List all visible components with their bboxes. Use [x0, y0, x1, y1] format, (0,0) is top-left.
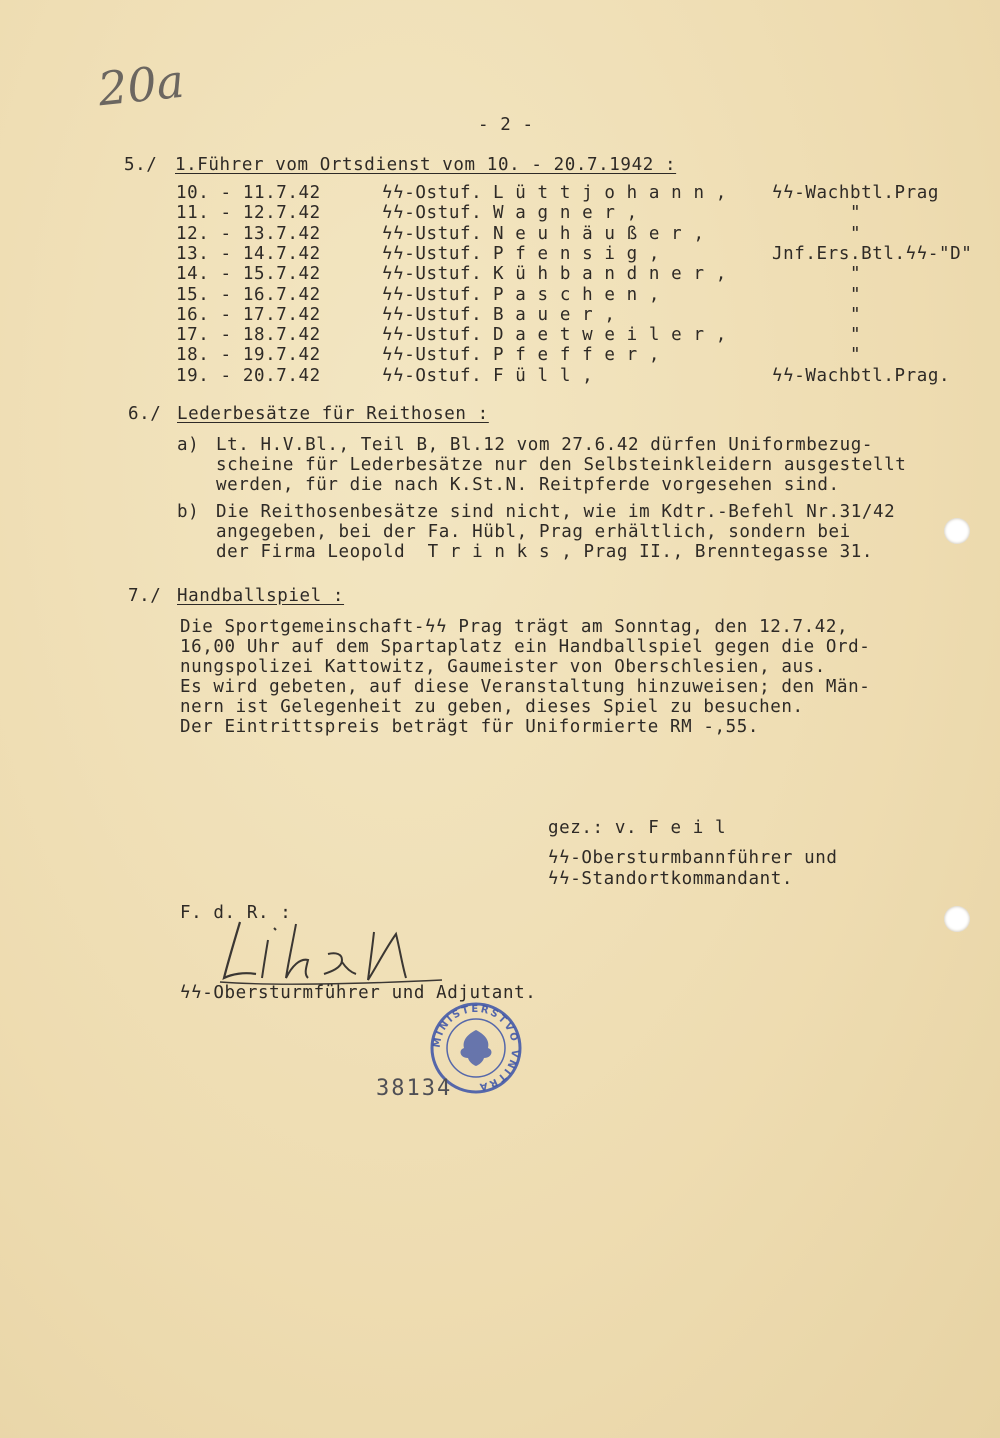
section6-heading: Lederbesätze für Reithosen : [177, 404, 489, 424]
archive-mark: 20a [95, 53, 187, 117]
roster-unit: " [850, 304, 862, 325]
section5-heading: 1.Führer vom Ortsdienst vom 10. - 20.7.1942 : [175, 155, 677, 175]
roster-rank: ϟϟ-Ustuf. [382, 345, 483, 366]
section7-heading: Handballspiel : [177, 586, 345, 606]
roster-name: P a s c h e n , [493, 284, 661, 305]
roster-name: P f e f f e r , [493, 345, 661, 366]
roster-unit: ϟϟ-Wachbtl.Prag [772, 183, 940, 203]
roster-unit: " [850, 203, 862, 224]
roster-rank: ϟϟ-Ustuf. [382, 264, 483, 285]
roster-unit: " [850, 223, 862, 244]
roster-date: 10. - 11.7.42 [176, 183, 321, 203]
roster-date: 17. - 18.7.42 [176, 325, 321, 346]
section6-b-line-1: Die Reithosenbesätze sind nicht, wie im Kdtr.-Befehl Nr.31/42 [216, 502, 896, 522]
roster-unit: " [850, 345, 862, 366]
roster-name: L ü t t j o h a n n , [493, 183, 727, 203]
roster-unit: " [850, 284, 862, 305]
page-number: - 2 - [478, 115, 534, 135]
roster-unit: ϟϟ-Wachbtl.Prag. [772, 365, 951, 386]
roster-rank: ϟϟ-Ustuf. [382, 325, 483, 346]
section7-line-1: Die Sportgemeinschaft-ϟϟ Prag trägt am Sonntag, den 12.7.42, [180, 617, 849, 637]
adjutant-title: ϟϟ-Obersturmführer und Adjutant. [180, 983, 537, 1003]
section6-b-line-3: der Firma Leopold T r i n k s , Prag II., Brenntegasse 31. [216, 542, 874, 562]
section7-line-2: 16,00 Uhr auf dem Spartaplatz ein Handballspiel gegen die Ord- [180, 637, 871, 657]
stamp-text: MINISTERSTVO VNITRA [431, 1003, 521, 1093]
roster-rank: ϟϟ-Ustuf. [382, 284, 483, 305]
section7-line-4: Es wird gebeten, auf diese Veranstaltung hinzuweisen; den Män- [180, 677, 871, 697]
roster-name: F ü l l , [493, 365, 594, 386]
roster-unit: " [850, 325, 862, 346]
roster-date: 15. - 16.7.42 [176, 284, 321, 305]
signer-title-1: ϟϟ-Obersturmbannführer und [548, 848, 838, 868]
section6-a-line-1: Lt. H.V.Bl., Teil B, Bl.12 vom 27.6.42 dürfen Uniformbezug- [216, 435, 874, 455]
section6-a-line-3: werden, für die nach K.St.N. Reitpferde vorgesehen sind. [216, 475, 840, 495]
section5-number: 5./ [124, 155, 158, 175]
roster-name: K ü h b a n d n e r , [493, 264, 727, 285]
section6-b-line-2: angegeben, bei der Fa. Hübl, Prag erhältlich, sondern bei [216, 522, 851, 542]
roster-name: D a e t w e i l e r , [493, 325, 727, 346]
roster-date: 14. - 15.7.42 [176, 264, 321, 285]
punch-hole-top [944, 518, 970, 544]
roster-name: N e u h ä u ß e r , [493, 223, 705, 244]
fdr-label: F. d. R. : [180, 903, 292, 923]
section6-a-label: a) [177, 435, 200, 455]
signed-by: gez.: v. F e i l [548, 818, 727, 838]
roster-date: 12. - 13.7.42 [176, 223, 321, 244]
section7-line-3: nungspolizei Kattowitz, Gaumeister von Oberschlesien, aus. [180, 657, 826, 677]
handwritten-signature [210, 912, 450, 992]
roster-rank: ϟϟ-Ustuf. [382, 304, 483, 325]
roster-rank: ϟϟ-Ustuf. [382, 243, 483, 264]
section6-a-line-2: scheine für Lederbesätze nur den Selbsteinkleidern ausgestellt [216, 455, 907, 475]
roster-date: 19. - 20.7.42 [176, 365, 321, 386]
section7-line-5: nern ist Gelegenheit zu geben, dieses Spiel zu besuchen. [180, 697, 804, 717]
roster-name: W a g n e r , [493, 203, 638, 224]
roster-rank: ϟϟ-Ostuf. [382, 203, 483, 224]
roster-date: 13. - 14.7.42 [176, 243, 321, 264]
roster-unit: " [850, 264, 862, 285]
roster-date: 16. - 17.7.42 [176, 304, 321, 325]
punch-hole-bottom [944, 906, 970, 932]
section7-line-6: Der Eintrittspreis beträgt für Uniformierte RM -,55. [180, 717, 760, 737]
roster-name: P f e n s i g , [493, 243, 661, 264]
signer-title-2: ϟϟ-Standortkommandant. [548, 869, 793, 889]
roster-date: 11. - 12.7.42 [176, 203, 321, 224]
section7-number: 7./ [128, 586, 162, 606]
roster-rank: ϟϟ-Ostuf. [382, 365, 483, 386]
archive-number: 38134 [376, 1076, 453, 1101]
roster-rank: ϟϟ-Ostuf. [382, 183, 483, 203]
section6-number: 6./ [128, 404, 162, 424]
roster-name: B a u e r , [493, 304, 616, 325]
roster-unit: Jnf.Ers.Btl.ϟϟ-"D" [772, 243, 973, 264]
roster-date: 18. - 19.7.42 [176, 345, 321, 366]
roster-rank: ϟϟ-Ustuf. [382, 223, 483, 244]
section6-b-label: b) [177, 502, 200, 522]
